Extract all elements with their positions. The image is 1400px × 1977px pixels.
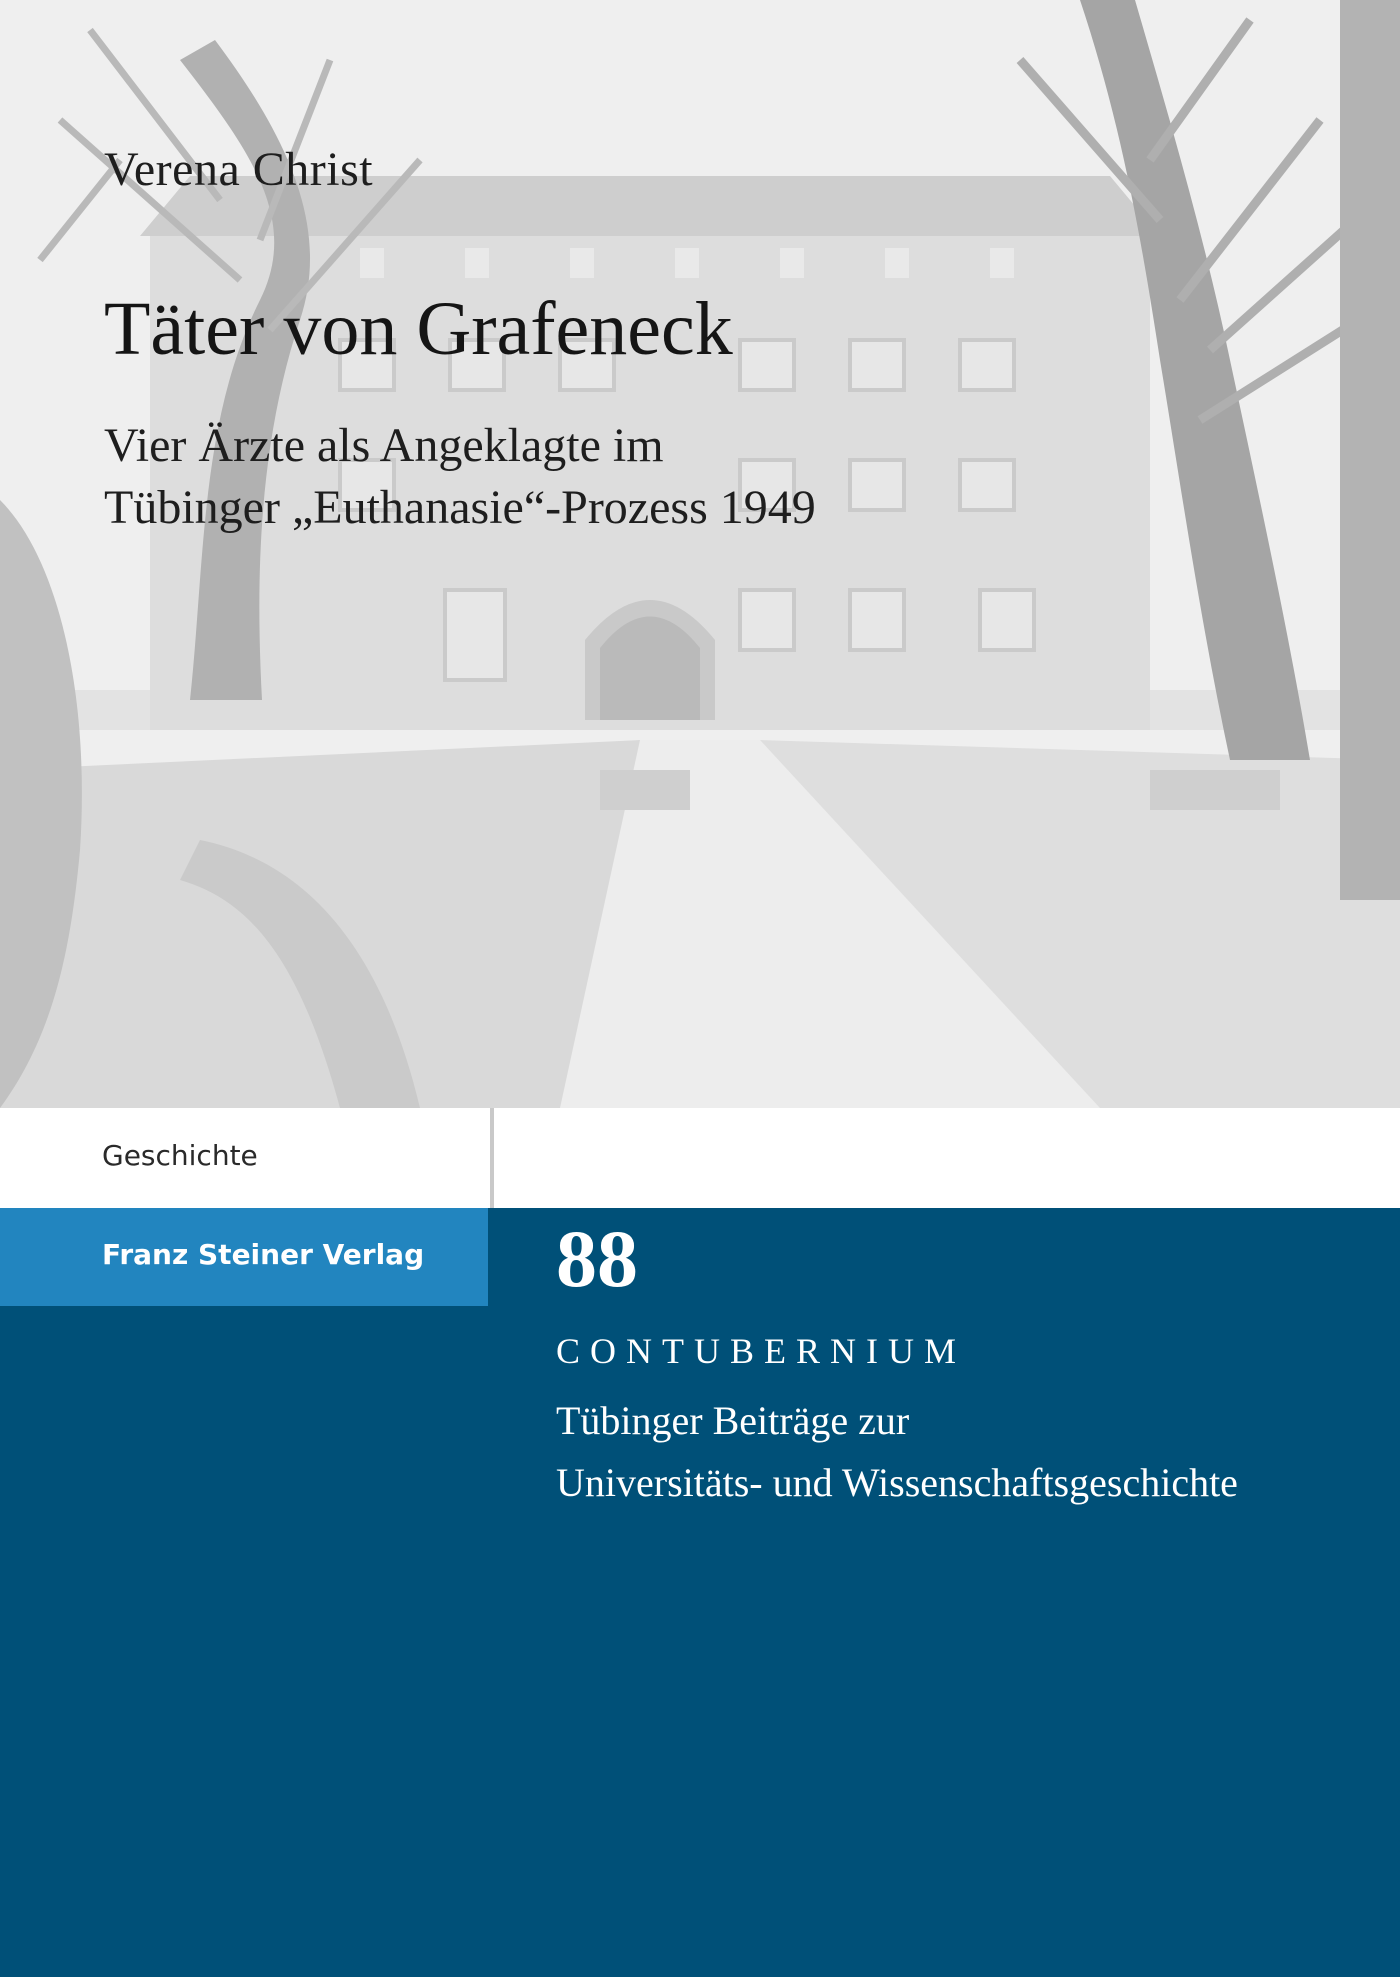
publisher-name: Franz Steiner Verlag: [102, 1238, 425, 1271]
category-label: Geschichte: [102, 1139, 258, 1172]
series-subtitle-line: Tübinger Beiträge zur: [556, 1398, 910, 1443]
volume-number: 88: [556, 1213, 638, 1304]
author-name: Verena Christ: [104, 143, 374, 196]
series-name: CONTUBERNIUM: [556, 1331, 967, 1371]
subtitle-line: Vier Ärzte als Angeklagte im: [104, 419, 664, 472]
book-subtitle: [104, 415, 816, 539]
subtitle-line: Tübinger „Euthanasie“-Prozess 1949: [104, 481, 816, 534]
book-title: Täter von Grafeneck: [104, 287, 733, 371]
series-panel: [0, 1208, 1400, 1977]
series-subtitle-line: Universitäts- und Wissenschaftsgeschichte: [556, 1460, 1238, 1505]
series-subtitle: [556, 1390, 1238, 1514]
band-divider: [490, 1108, 494, 1208]
